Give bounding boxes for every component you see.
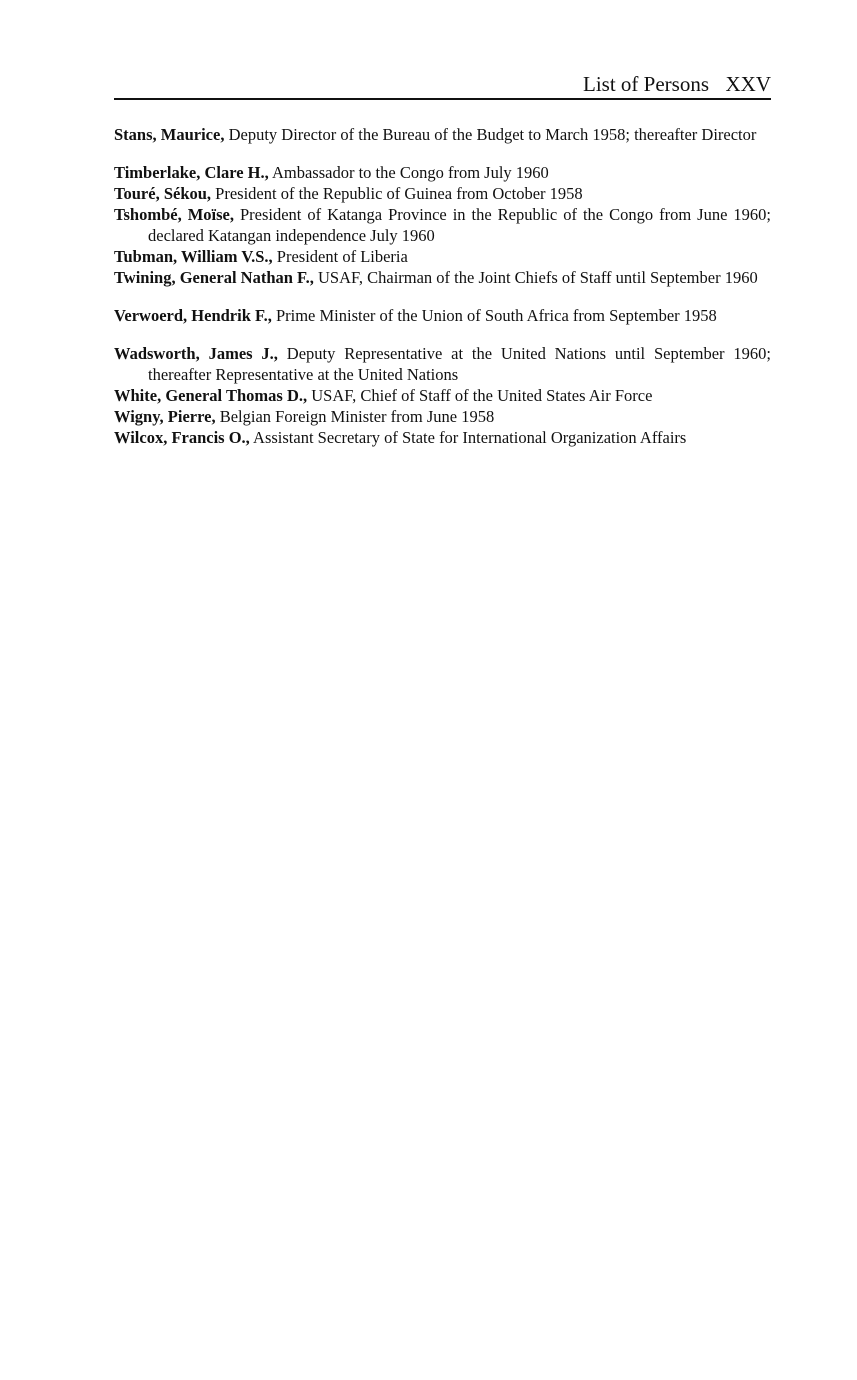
person-description: Deputy Director of the Bureau of the Budget to March 1958; thereafter Director	[224, 125, 757, 144]
person-name: Wadsworth, James J.,	[114, 344, 278, 363]
person-entry	[114, 305, 771, 326]
header-title: List of Persons	[583, 72, 709, 96]
person-description: USAF, Chairman of the Joint Chiefs of Staff until September 1960	[313, 268, 758, 287]
person-description: Prime Minister of the Union of South Africa from September 1958	[271, 306, 717, 325]
person-name: Tshombé, Moïse,	[114, 205, 234, 224]
person-name: Twining, General Nathan F.,	[114, 268, 314, 287]
person-entry	[114, 385, 771, 406]
person-name: Touré, Sékou,	[114, 184, 212, 203]
person-description: Belgian Foreign Minister from June 1958	[215, 407, 495, 426]
persons-list	[114, 124, 771, 465]
person-description: Deputy Representative at the United Nations until September 1960; thereafter Representative at the United Nations	[148, 344, 771, 384]
person-description: Assistant Secretary of State for International Organization Affairs	[249, 428, 687, 447]
person-description: President of Liberia	[272, 247, 408, 266]
person-entry	[114, 162, 771, 183]
person-description: USAF, Chief of Staff of the United States Air Force	[307, 386, 653, 405]
person-name: Wigny, Pierre,	[114, 407, 216, 426]
entry-group-w	[114, 343, 771, 448]
person-entry	[114, 427, 771, 448]
page-number: XXV	[725, 72, 771, 96]
person-entry	[114, 246, 771, 267]
entry-group-t	[114, 162, 771, 288]
person-entry	[114, 183, 771, 204]
person-entry	[114, 406, 771, 427]
person-entry	[114, 343, 771, 385]
person-name: Stans, Maurice,	[114, 125, 225, 144]
person-description: President of the Republic of Guinea from October 1958	[211, 184, 583, 203]
person-name: Verwoerd, Hendrik F.,	[114, 306, 272, 325]
person-entry	[114, 267, 771, 288]
person-description: Ambassador to the Congo from July 1960	[268, 163, 549, 182]
person-entry	[114, 204, 771, 246]
entry-group-v	[114, 305, 771, 326]
person-name: Tubman, William V.S.,	[114, 247, 273, 266]
page-header	[114, 70, 771, 100]
entry-group-s	[114, 124, 771, 145]
person-name: White, General Thomas D.,	[114, 386, 308, 405]
person-name: Wilcox, Francis O.,	[114, 428, 250, 447]
person-description: President of Katanga Province in the Republic of the Congo from June 1960; declared Katangan independence July 1960	[148, 205, 771, 245]
person-name: Timberlake, Clare H.,	[114, 163, 269, 182]
person-entry	[114, 124, 771, 145]
